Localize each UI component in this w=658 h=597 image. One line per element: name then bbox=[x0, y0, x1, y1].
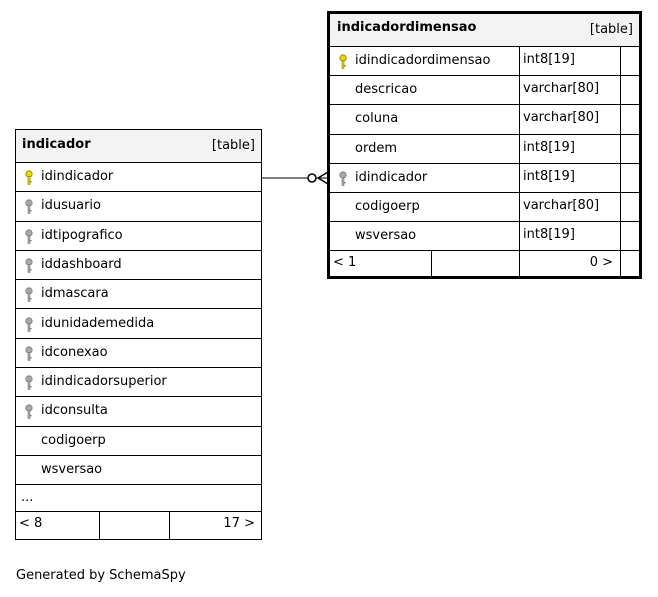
column-name: idunidademedida bbox=[41, 315, 155, 331]
column-name: idtipografico bbox=[41, 227, 123, 243]
column-name: codigoerp bbox=[355, 199, 420, 214]
column-name: idconexao bbox=[41, 344, 108, 360]
table-type-label: [table] bbox=[589, 22, 633, 37]
column-name: idindicador bbox=[355, 169, 428, 185]
more-columns-label: ... bbox=[21, 490, 34, 505]
column-type: varchar[80] bbox=[523, 81, 600, 97]
table-name[interactable]: indicadordimensao bbox=[337, 20, 477, 35]
table-name[interactable]: indicador bbox=[22, 137, 91, 152]
column-name: idindicador bbox=[41, 169, 114, 184]
column-name: idindicadordimensao bbox=[355, 53, 491, 68]
column-name: idindicadorsuperior bbox=[41, 374, 167, 390]
column-name: iddashboard bbox=[41, 256, 122, 272]
column-type: varchar[80] bbox=[523, 110, 600, 126]
parents-count[interactable]: < 1 bbox=[333, 255, 357, 270]
parents-count[interactable]: < 8 bbox=[19, 516, 43, 531]
column-name: idconsulta bbox=[41, 403, 108, 419]
generated-by-label[interactable]: Generated by SchemaSpy bbox=[16, 568, 186, 583]
children-count[interactable]: 0 > bbox=[589, 255, 613, 270]
children-count[interactable]: 17 > bbox=[223, 516, 255, 531]
column-name: idmascara bbox=[41, 286, 109, 302]
column-type: int8[19] bbox=[523, 52, 575, 67]
column-name: codigoerp bbox=[41, 432, 106, 448]
zero-marker bbox=[308, 174, 316, 182]
column-type: int8[19] bbox=[523, 168, 575, 184]
column-name: ordem bbox=[355, 140, 397, 156]
column-name: descricao bbox=[355, 82, 418, 98]
table-type-label: [table] bbox=[211, 138, 255, 153]
column-type: varchar[80] bbox=[523, 198, 600, 213]
column-name: wsversao bbox=[355, 228, 417, 244]
column-name: idusuario bbox=[41, 198, 101, 214]
crowfoot-lower bbox=[318, 178, 328, 184]
column-type: int8[19] bbox=[523, 227, 575, 243]
column-type: int8[19] bbox=[523, 139, 575, 155]
crowfoot-upper bbox=[318, 172, 328, 178]
column-name: wsversao bbox=[41, 462, 103, 477]
column-name: coluna bbox=[355, 111, 399, 127]
